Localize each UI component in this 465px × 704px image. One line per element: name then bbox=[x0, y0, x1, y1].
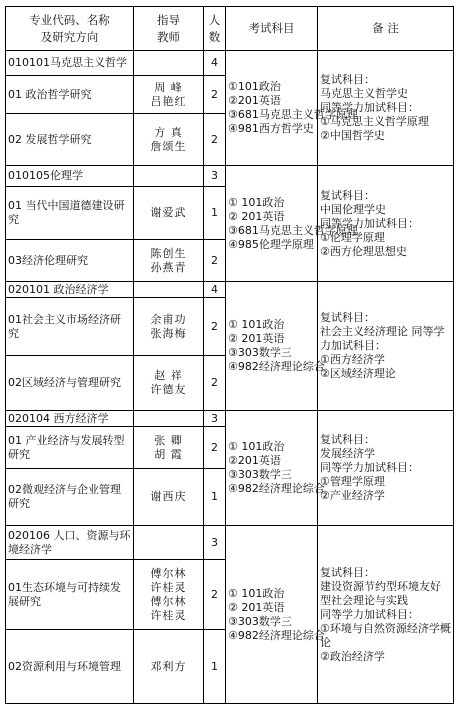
major-name: 020104 西方经济学 bbox=[6, 411, 134, 427]
major-row bbox=[6, 411, 454, 427]
direction-count: 1 bbox=[204, 187, 226, 240]
teacher-name: 谢西庆 bbox=[150, 490, 187, 503]
major-count: 3 bbox=[204, 166, 226, 187]
exam-subjects bbox=[226, 282, 325, 411]
teacher-name: 吕艳红 bbox=[150, 94, 187, 108]
major-name: 020106 人口、资源与环境经济学 bbox=[6, 526, 134, 560]
teacher-name: 方 真 bbox=[154, 125, 183, 139]
remark-line: 建设资源节约型环境友好型社会理论与实践 bbox=[320, 579, 441, 607]
remark-line: ②中国哲学史 bbox=[320, 129, 385, 142]
exam-subject-line: ① 101政治 bbox=[228, 318, 285, 331]
major-teacher bbox=[134, 166, 204, 187]
remark-line: ②产业经济学 bbox=[320, 489, 385, 502]
major-teacher bbox=[134, 51, 204, 76]
direction-name: 01 产业经济与发展转型研究 bbox=[6, 427, 134, 469]
teacher-name: 张 卿 bbox=[154, 433, 183, 447]
teacher-name: 许德友 bbox=[150, 383, 187, 396]
remark-line: 复试科目： bbox=[320, 188, 375, 202]
header-teacher: 指导 教师 bbox=[134, 7, 204, 51]
exam-subject-line: ② 201英语 bbox=[228, 332, 285, 345]
remark-line: 复试科目： bbox=[320, 73, 375, 86]
direction-name: 01生态环境与可持续发展研究 bbox=[6, 560, 134, 630]
exam-subject-line: ② 201英语 bbox=[228, 209, 285, 223]
exam-subject-line: ① 101政治 bbox=[228, 586, 285, 600]
major-teacher bbox=[134, 526, 204, 560]
teacher-name: 詹颂生 bbox=[150, 139, 187, 153]
remark-line: 复试科目： bbox=[320, 565, 375, 579]
major-teacher bbox=[134, 411, 204, 427]
direction-name: 02资源利用与环境管理 bbox=[6, 630, 134, 704]
direction-count: 2 bbox=[204, 298, 226, 356]
major-count: 3 bbox=[204, 411, 226, 427]
exam-subject-line: ④985伦理学原理 bbox=[228, 237, 314, 251]
teacher-name: 谢爱武 bbox=[150, 206, 187, 219]
remark-line: ①伦理学原理 bbox=[320, 230, 385, 244]
direction-count: 2 bbox=[204, 560, 226, 630]
table-header-row bbox=[6, 7, 454, 51]
exam-subject-line: ①101政治 bbox=[228, 80, 281, 93]
major-teacher bbox=[134, 282, 204, 298]
teacher-name: 周 峰 bbox=[154, 80, 183, 94]
remark-line: ①管理学原理 bbox=[320, 475, 385, 488]
teacher-name: 陈创生 bbox=[150, 246, 187, 260]
direction-count: 2 bbox=[204, 76, 226, 114]
exam-subject-line: ④982经济理论综合 bbox=[228, 628, 325, 642]
exam-subject-line: ④982经济理论综合 bbox=[228, 360, 325, 373]
direction-name: 02区域经济与管理研究 bbox=[6, 356, 134, 411]
exam-subject-line: ③681马克思主义哲学原理 bbox=[228, 108, 358, 121]
major-row bbox=[6, 166, 454, 187]
direction-teachers bbox=[134, 298, 204, 356]
teacher-name: 孙燕青 bbox=[150, 260, 187, 274]
teacher-name: 傅尔林 bbox=[150, 566, 187, 580]
exam-subject-line: ②201英语 bbox=[228, 94, 281, 107]
exam-subject-line: ④982经济理论综合 bbox=[228, 482, 325, 495]
exam-subject-line: ③303数学三 bbox=[228, 614, 292, 628]
direction-teachers bbox=[134, 356, 204, 411]
direction-count: 2 bbox=[204, 356, 226, 411]
enrollment-table bbox=[5, 6, 454, 704]
remark-line: 同等学力加试科目： bbox=[320, 101, 419, 114]
major-name: 010101马克思主义哲学 bbox=[6, 51, 134, 76]
exam-subject-line: ① 101政治 bbox=[228, 440, 285, 453]
major-count: 4 bbox=[204, 51, 226, 76]
exam-subject-line: ④981西方哲学史 bbox=[228, 122, 314, 135]
teacher-name: 许桂灵 bbox=[150, 608, 187, 622]
remark-line: 发展经济学 bbox=[320, 447, 375, 460]
direction-teachers bbox=[134, 76, 204, 114]
direction-name: 03经济伦理研究 bbox=[6, 240, 134, 282]
exam-subject-line: ②201英语 bbox=[228, 454, 281, 467]
remark-line: 同等学力加试科目： bbox=[320, 461, 419, 474]
remarks bbox=[318, 282, 454, 411]
direction-teachers bbox=[134, 187, 204, 240]
direction-count: 2 bbox=[204, 240, 226, 282]
major-row bbox=[6, 51, 454, 76]
direction-count: 2 bbox=[204, 114, 226, 166]
direction-count: 1 bbox=[204, 630, 226, 704]
direction-teachers bbox=[134, 114, 204, 166]
direction-teachers bbox=[134, 469, 204, 526]
direction-name: 01 当代中国道德建设研究 bbox=[6, 187, 134, 240]
teacher-name: 余甫功 bbox=[150, 312, 187, 326]
direction-count: 1 bbox=[204, 469, 226, 526]
remark-line: 马克思主义哲学史 bbox=[320, 87, 408, 100]
major-row bbox=[6, 282, 454, 298]
exam-subjects bbox=[226, 526, 325, 704]
major-name: 010105伦理学 bbox=[6, 166, 134, 187]
teacher-name: 许桂灵 bbox=[150, 580, 187, 594]
major-row bbox=[6, 526, 454, 560]
remarks bbox=[318, 51, 454, 166]
header-exam: 考试科目 bbox=[226, 7, 318, 51]
remarks bbox=[318, 166, 454, 282]
remark-line: ①西方经济学 bbox=[320, 353, 385, 366]
exam-subject-line: ③303数学三 bbox=[228, 468, 292, 481]
exam-subject-line: ② 201英语 bbox=[228, 600, 285, 614]
remark-line: ②区域经济理论 bbox=[320, 367, 396, 380]
direction-name: 01 政治哲学研究 bbox=[6, 76, 134, 114]
direction-teachers bbox=[134, 427, 204, 469]
direction-count: 2 bbox=[204, 427, 226, 469]
exam-subjects bbox=[226, 411, 325, 526]
remark-line: 同等学力加试科目： bbox=[320, 607, 419, 621]
remark-line: 复试科目： bbox=[320, 433, 375, 446]
direction-name: 01社会主义市场经济研究 bbox=[6, 298, 134, 356]
teacher-name: 胡 霞 bbox=[154, 447, 183, 461]
remarks bbox=[318, 411, 454, 526]
direction-name: 02微观经济与企业管理研究 bbox=[6, 469, 134, 526]
teacher-name: 邓利方 bbox=[150, 659, 187, 673]
header-note: 备 注 bbox=[318, 7, 454, 51]
remark-line: ②政治经济学 bbox=[320, 649, 385, 663]
major-count: 4 bbox=[204, 282, 226, 298]
exam-subject-line: ① 101政治 bbox=[228, 195, 285, 209]
header-major: 专业代码、名称 及研究方向 bbox=[6, 7, 134, 51]
remark-line: ①环境与自然资源经济学概论 bbox=[320, 621, 451, 649]
table-body bbox=[6, 51, 454, 704]
exam-subject-line: ③303数学三 bbox=[228, 346, 292, 359]
teacher-name: 傅尔林 bbox=[150, 594, 187, 608]
exam-subject-line: ③681马克思主义哲学原理 bbox=[228, 223, 358, 237]
remark-line: 同等学力加试科目： bbox=[320, 216, 419, 230]
major-name: 020101 政治经济学 bbox=[6, 282, 134, 298]
remark-line: 复试科目： bbox=[320, 311, 375, 324]
direction-teachers bbox=[134, 240, 204, 282]
direction-name: 02 发展哲学研究 bbox=[6, 114, 134, 166]
remark-line: 社会主义经济理论 同等学力加试科目： bbox=[320, 325, 445, 352]
header-count: 人 数 bbox=[204, 7, 226, 51]
direction-teachers bbox=[134, 560, 204, 630]
major-count: 3 bbox=[204, 526, 226, 560]
teacher-name: 张海梅 bbox=[150, 326, 187, 340]
remarks bbox=[318, 526, 454, 704]
remark-line: ①马克思主义哲学原理 bbox=[320, 115, 429, 128]
remark-line: 中国伦理学史 bbox=[320, 202, 386, 216]
remark-line: ②西方伦理思想史 bbox=[320, 244, 407, 258]
direction-teachers bbox=[134, 630, 204, 704]
teacher-name: 赵 祥 bbox=[154, 369, 183, 382]
